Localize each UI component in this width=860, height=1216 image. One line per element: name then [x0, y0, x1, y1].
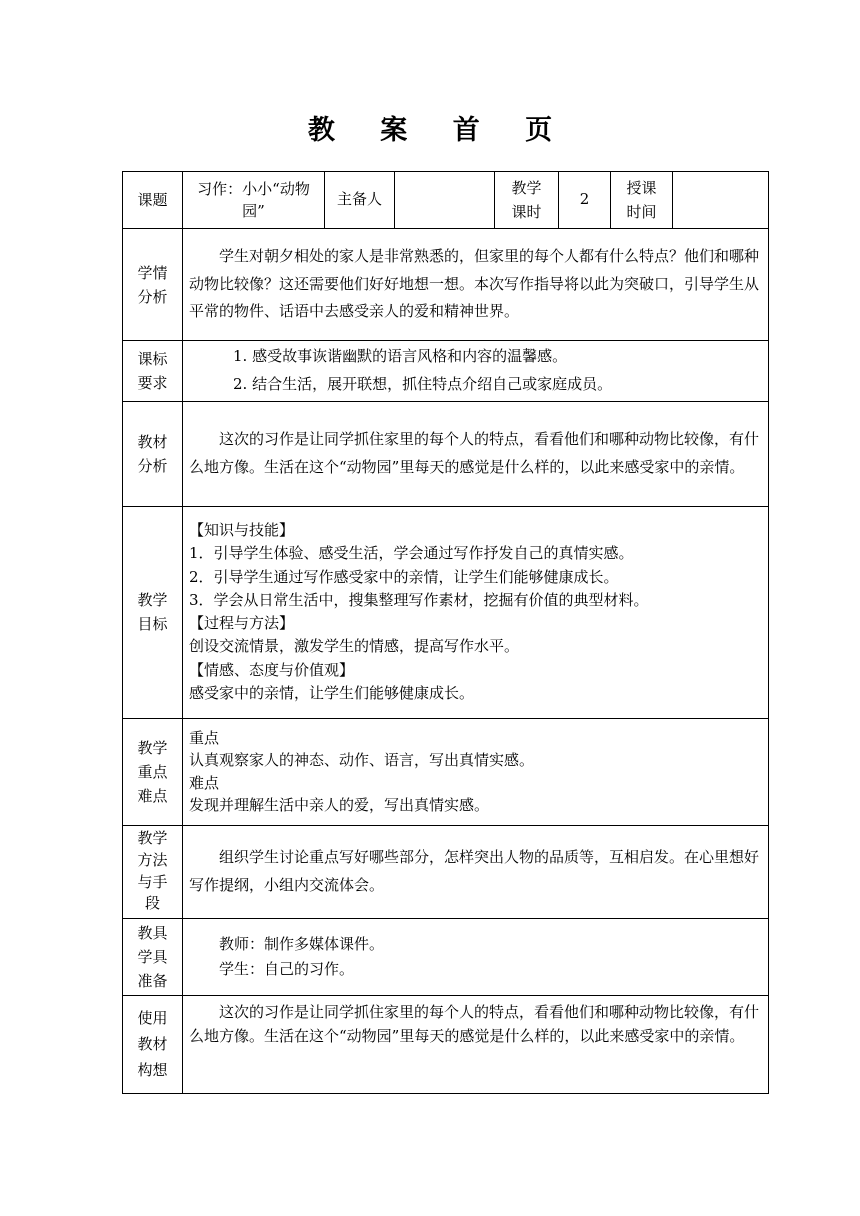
concept-text: 这次的习作是让同学抓住家里的每个人的特点，看看他们和哪种动物比较像，有什么地方像。生活在这个“动物园”里每天的感觉是什么样的，以此来感受家中的亲情。: [183, 995, 769, 1093]
tools-line: 学生：自己的习作。: [219, 959, 355, 978]
concept-label: 使用教材构想: [123, 995, 183, 1093]
goals-line: 【知识与技能】: [189, 521, 295, 539]
methods-text: 组织学生讨论重点写好哪些部分，怎样突出人物的品质等，互相启发。在心里想好写作提纲，小组内交流体会。: [183, 825, 769, 918]
preparer-label: 主备人: [325, 172, 395, 229]
lesson-plan-table: [122, 171, 769, 1094]
row-standard: [123, 341, 769, 402]
tools-label: 教具学具准备: [123, 918, 183, 995]
goals-line: 3．学会从日常生活中，搜集整理写作素材，挖掘有价值的典型材料。: [189, 590, 649, 609]
keypoints-label: 教学重点难点: [123, 718, 183, 825]
goals-line: 【过程与方法】: [189, 614, 295, 632]
methods-label: 教学方法与手段: [123, 825, 183, 918]
goals-line: 1．引导学生体验、感受生活，学会通过写作抒发自己的真情实感。: [189, 544, 634, 563]
row-learning: [123, 229, 769, 341]
time-value: [673, 172, 769, 229]
goals-line: 创设交流情景，激发学生的情感，提高写作水平。: [189, 637, 520, 656]
goals-line: 2．引导学生通过写作感受家中的亲情，让学生们能够健康成长。: [189, 567, 619, 586]
standard-item: 2. 结合生活，展开联想，抓住特点介绍自己或家庭成员。: [233, 374, 613, 393]
row-concept: [123, 995, 769, 1093]
keypoints-line: 认真观察家人的神态、动作、语言，写出真情实感。: [189, 751, 535, 769]
keypoints-line: 难点: [189, 773, 220, 792]
standard-label: 课标要求: [123, 341, 183, 402]
tools-line: 教师：制作多媒体课件。: [219, 934, 385, 953]
goals-label: 教学目标: [123, 506, 183, 718]
goals-line: 【情感、态度与价值观】: [189, 660, 355, 679]
standard-item: 1. 感受故事诙谐幽默的语言风格和内容的温馨感。: [233, 347, 568, 365]
row-tools: [123, 918, 769, 995]
keypoints-line: 重点: [189, 728, 220, 747]
row-keypoints: [123, 718, 769, 825]
header-row: [123, 172, 769, 229]
goals-line: 感受家中的亲情，让学生们能够健康成长。: [189, 683, 475, 702]
material-label: 教材分析: [123, 401, 183, 506]
topic-label: 课题: [123, 172, 183, 229]
row-goals: [123, 506, 769, 718]
hours-label: 教学课时: [495, 172, 559, 229]
page-title: 教 案 首 页: [307, 115, 571, 146]
keypoints-line: 发现并理解生活中亲人的爱，写出真情实感。: [189, 796, 490, 814]
material-text: 这次的习作是让同学抓住家里的每个人的特点，看看他们和哪种动物比较像，有什么地方像。生活在这个“动物园”里每天的感觉是什么样的，以此来感受家中的亲情。: [183, 401, 769, 506]
row-material: [123, 401, 769, 506]
topic-value: 习作：小小“动物园”: [183, 172, 325, 229]
learning-text: 学生对朝夕相处的家人是非常熟悉的，但家里的每个人都有什么特点？他们和哪种动物比较像？这还需要他们好好地想一想。本次写作指导将以此为突破口，引导学生从平常的物件、话语中去感受亲人的爱和精神世界。: [183, 229, 769, 341]
time-label: 授课时间: [611, 172, 673, 229]
learning-label: 学情分析: [123, 229, 183, 341]
hours-value: 2: [559, 172, 611, 229]
preparer-value: [395, 172, 495, 229]
row-methods: [123, 825, 769, 918]
